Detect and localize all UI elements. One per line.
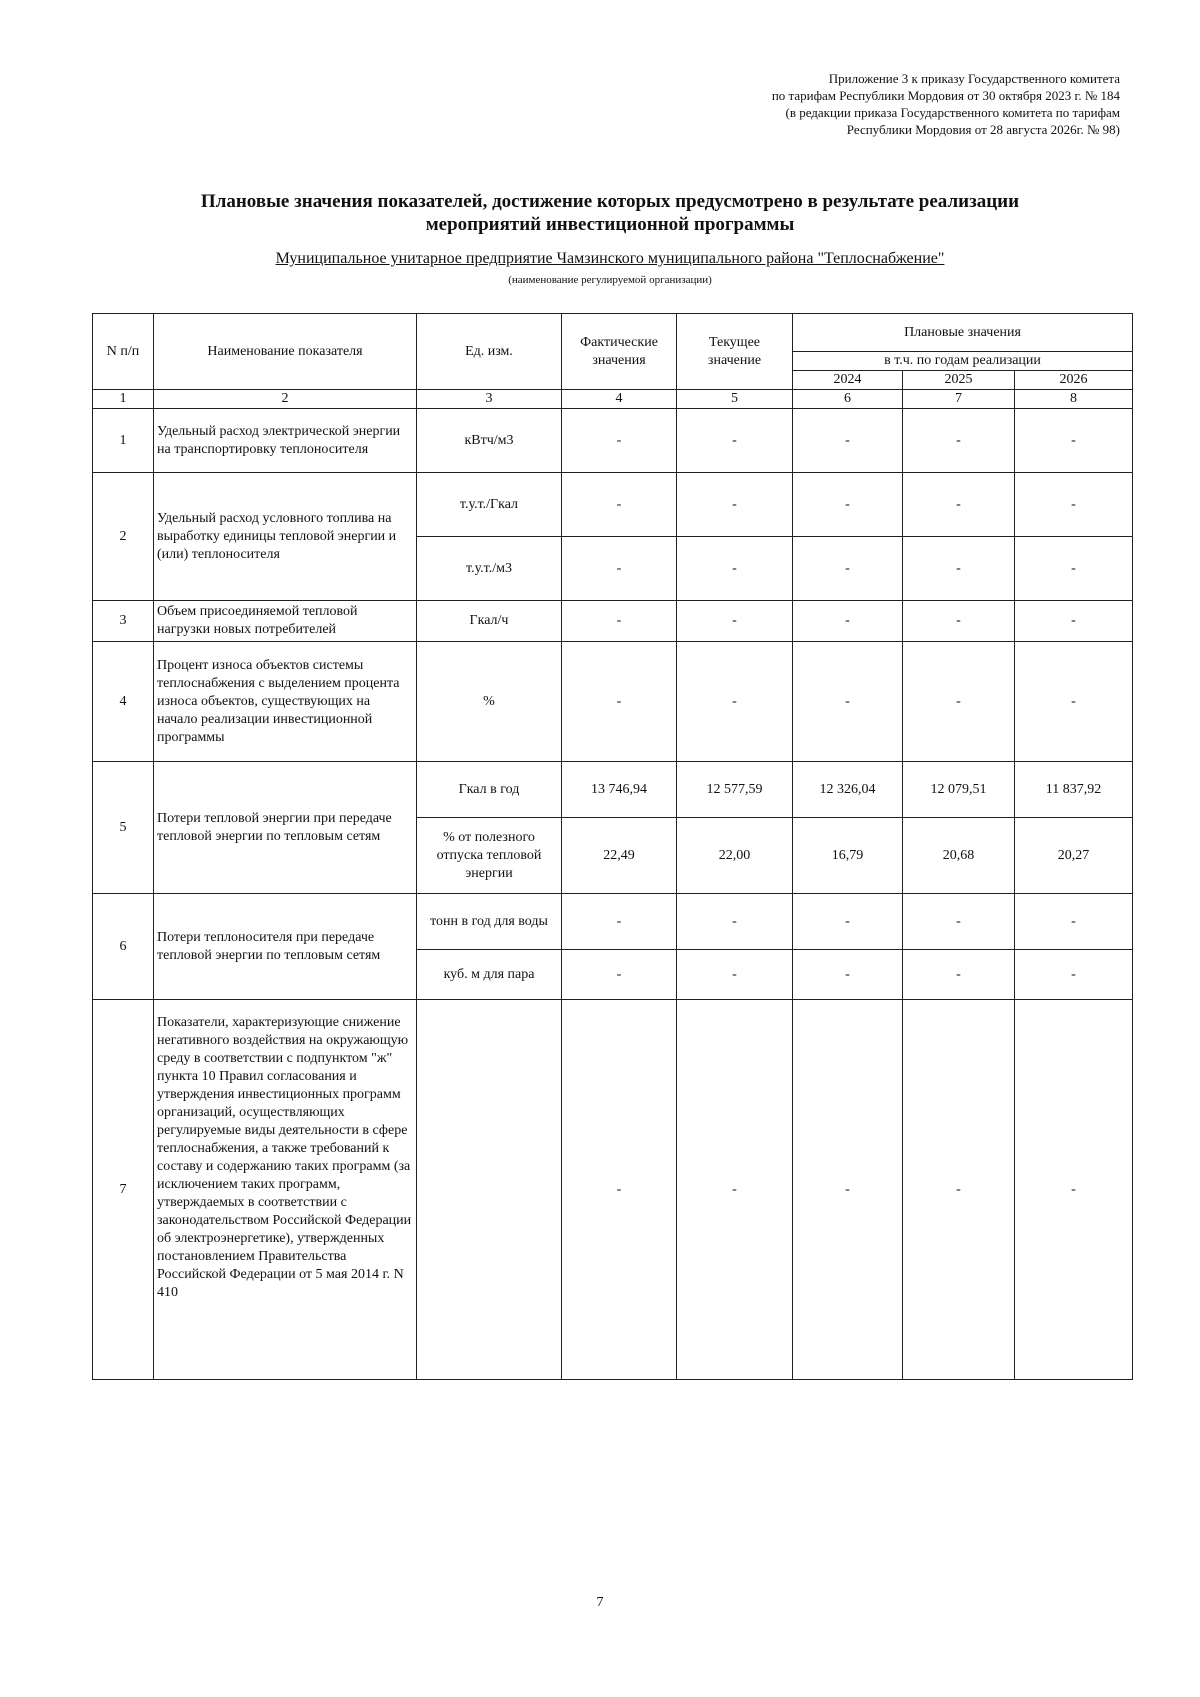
table-row bbox=[93, 409, 1133, 473]
indicator-name: Удельный расход электрической энергии на транспортировку теплоносителя bbox=[154, 409, 417, 473]
unit-cell bbox=[417, 1000, 562, 1380]
title-line-1: Плановые значения показателей, достижение которых предусмотрено в результате реализации bbox=[200, 191, 1020, 212]
row-number: 3 bbox=[93, 601, 154, 642]
document-title bbox=[60, 190, 1160, 236]
column-number: 5 bbox=[677, 390, 793, 409]
column-number: 1 bbox=[93, 390, 154, 409]
indicator-name: Объем присоединяемой тепловой нагрузки новых потребителей bbox=[154, 601, 417, 642]
unit-cell: Гкал/ч bbox=[417, 601, 562, 642]
indicator-name: Потери тепловой энергии при передаче тепловой энергии по тепловым сетям bbox=[154, 762, 417, 894]
value-cell: - bbox=[1015, 409, 1133, 473]
column-number: 6 bbox=[793, 390, 903, 409]
row-number: 1 bbox=[93, 409, 154, 473]
unit-cell: Гкал в год bbox=[417, 762, 562, 818]
value-cell: - bbox=[677, 894, 793, 950]
header-name: Наименование показателя bbox=[154, 314, 417, 390]
unit-cell: кВтч/м3 bbox=[417, 409, 562, 473]
value-cell: - bbox=[562, 894, 677, 950]
row-number: 4 bbox=[93, 642, 154, 762]
value-cell: - bbox=[562, 601, 677, 642]
indicator-name: Процент износа объектов системы теплоснабжения с выделением процента износа объектов, существующих на начало реализации инвестиционной программы bbox=[154, 642, 417, 762]
value-cell: - bbox=[677, 1000, 793, 1380]
value-cell: - bbox=[677, 537, 793, 601]
value-cell: - bbox=[677, 601, 793, 642]
header-year: 2024 bbox=[793, 371, 903, 390]
value-cell: 13 746,94 bbox=[562, 762, 677, 818]
indicators-table bbox=[92, 313, 1133, 1380]
value-cell: - bbox=[793, 642, 903, 762]
value-cell: - bbox=[677, 473, 793, 537]
value-cell: - bbox=[903, 473, 1015, 537]
row-number: 6 bbox=[93, 894, 154, 1000]
title-line-2: мероприятий инвестиционной программы bbox=[425, 214, 795, 235]
value-cell: - bbox=[903, 950, 1015, 1000]
value-cell: - bbox=[677, 642, 793, 762]
table-row bbox=[93, 601, 1133, 642]
value-cell: 16,79 bbox=[793, 818, 903, 894]
value-cell: - bbox=[793, 601, 903, 642]
column-number: 8 bbox=[1015, 390, 1133, 409]
header-actual: Фактические значения bbox=[562, 314, 677, 390]
value-cell: - bbox=[1015, 642, 1133, 762]
value-cell: 12 326,04 bbox=[793, 762, 903, 818]
table-row bbox=[93, 642, 1133, 762]
value-cell: 12 079,51 bbox=[903, 762, 1015, 818]
value-cell: - bbox=[562, 473, 677, 537]
value-cell: - bbox=[903, 601, 1015, 642]
annex-line-2: по тарифам Республики Мордовия от 30 октября 2023 г. № 184 bbox=[771, 88, 1120, 103]
value-cell: - bbox=[562, 1000, 677, 1380]
table-row bbox=[93, 1000, 1133, 1380]
table-row bbox=[93, 473, 1133, 537]
value-cell: 22,00 bbox=[677, 818, 793, 894]
value-cell: - bbox=[1015, 601, 1133, 642]
value-cell: - bbox=[562, 642, 677, 762]
annex-header bbox=[520, 70, 1120, 138]
header-unit: Ед. изм. bbox=[417, 314, 562, 390]
value-cell: - bbox=[793, 1000, 903, 1380]
table-row bbox=[93, 894, 1133, 950]
indicator-name: Показатели, характеризующие снижение негативного воздействия на окружающую среду в соответствии с подпунктом "ж" пункта 10 Правил согласования и утверждения инвестиционных программ организаций, осуществляющих регулируемые виды деятельности в сфере теплоснабжения, а также требований к составу и содержанию таких программ (за исключением таких программ, утверждаемых в соответствии с законодательством Российской Федерации об электроэнергетике), утвержденных постановлением Правительства Российской Федерации от 5 мая 2014 г. N 410 bbox=[154, 1000, 417, 1380]
value-cell: - bbox=[903, 894, 1015, 950]
page-number: 7 bbox=[596, 1595, 604, 1610]
header-year: 2025 bbox=[903, 371, 1015, 390]
row-number: 7 bbox=[93, 1000, 154, 1380]
value-cell: - bbox=[677, 409, 793, 473]
header-num: N п/п bbox=[93, 314, 154, 390]
header-by-years: в т.ч. по годам реализации bbox=[793, 352, 1133, 371]
header-planned: Плановые значения bbox=[793, 314, 1133, 352]
header-current: Текущее значение bbox=[677, 314, 793, 390]
value-cell: - bbox=[903, 1000, 1015, 1380]
value-cell: - bbox=[793, 537, 903, 601]
value-cell: - bbox=[903, 409, 1015, 473]
column-number: 7 bbox=[903, 390, 1015, 409]
unit-cell: куб. м для пара bbox=[417, 950, 562, 1000]
header-year: 2026 bbox=[1015, 371, 1133, 390]
unit-cell: % bbox=[417, 642, 562, 762]
value-cell: - bbox=[793, 950, 903, 1000]
indicator-name: Удельный расход условного топлива на выработку единицы тепловой энергии и (или) теплоносителя bbox=[154, 473, 417, 601]
table-row bbox=[93, 762, 1133, 818]
value-cell: - bbox=[677, 950, 793, 1000]
column-number: 4 bbox=[562, 390, 677, 409]
value-cell: - bbox=[793, 894, 903, 950]
value-cell: 22,49 bbox=[562, 818, 677, 894]
organization-name: Муниципальное унитарное предприятие Чамзинского муниципального района "Теплоснабжение" bbox=[275, 250, 945, 267]
value-cell: - bbox=[793, 409, 903, 473]
unit-cell: т.у.т./м3 bbox=[417, 537, 562, 601]
annex-line-4: Республики Мордовия от 28 августа 2026г. № 98) bbox=[846, 122, 1120, 137]
value-cell: - bbox=[1015, 894, 1133, 950]
value-cell: - bbox=[793, 473, 903, 537]
unit-cell: % от полезного отпуска тепловой энергии bbox=[417, 818, 562, 894]
value-cell: - bbox=[1015, 473, 1133, 537]
unit-cell: тонн в год для воды bbox=[417, 894, 562, 950]
value-cell: 20,27 bbox=[1015, 818, 1133, 894]
value-cell: 12 577,59 bbox=[677, 762, 793, 818]
organization-caption: (наименование регулируемой организации) bbox=[508, 274, 712, 286]
value-cell: - bbox=[562, 537, 677, 601]
value-cell: - bbox=[562, 409, 677, 473]
value-cell: - bbox=[1015, 1000, 1133, 1380]
column-number: 2 bbox=[154, 390, 417, 409]
value-cell: - bbox=[903, 642, 1015, 762]
value-cell: 11 837,92 bbox=[1015, 762, 1133, 818]
indicator-name: Потери теплоносителя при передаче тепловой энергии по тепловым сетям bbox=[154, 894, 417, 1000]
annex-line-3: (в редакции приказа Государственного комитета по тарифам bbox=[785, 105, 1120, 120]
value-cell: - bbox=[1015, 950, 1133, 1000]
unit-cell: т.у.т./Гкал bbox=[417, 473, 562, 537]
annex-line-1: Приложение 3 к приказу Государственного комитета bbox=[828, 71, 1120, 86]
value-cell: - bbox=[903, 537, 1015, 601]
value-cell: - bbox=[1015, 537, 1133, 601]
value-cell: 20,68 bbox=[903, 818, 1015, 894]
row-number: 2 bbox=[93, 473, 154, 601]
column-number: 3 bbox=[417, 390, 562, 409]
value-cell: - bbox=[562, 950, 677, 1000]
row-number: 5 bbox=[93, 762, 154, 894]
